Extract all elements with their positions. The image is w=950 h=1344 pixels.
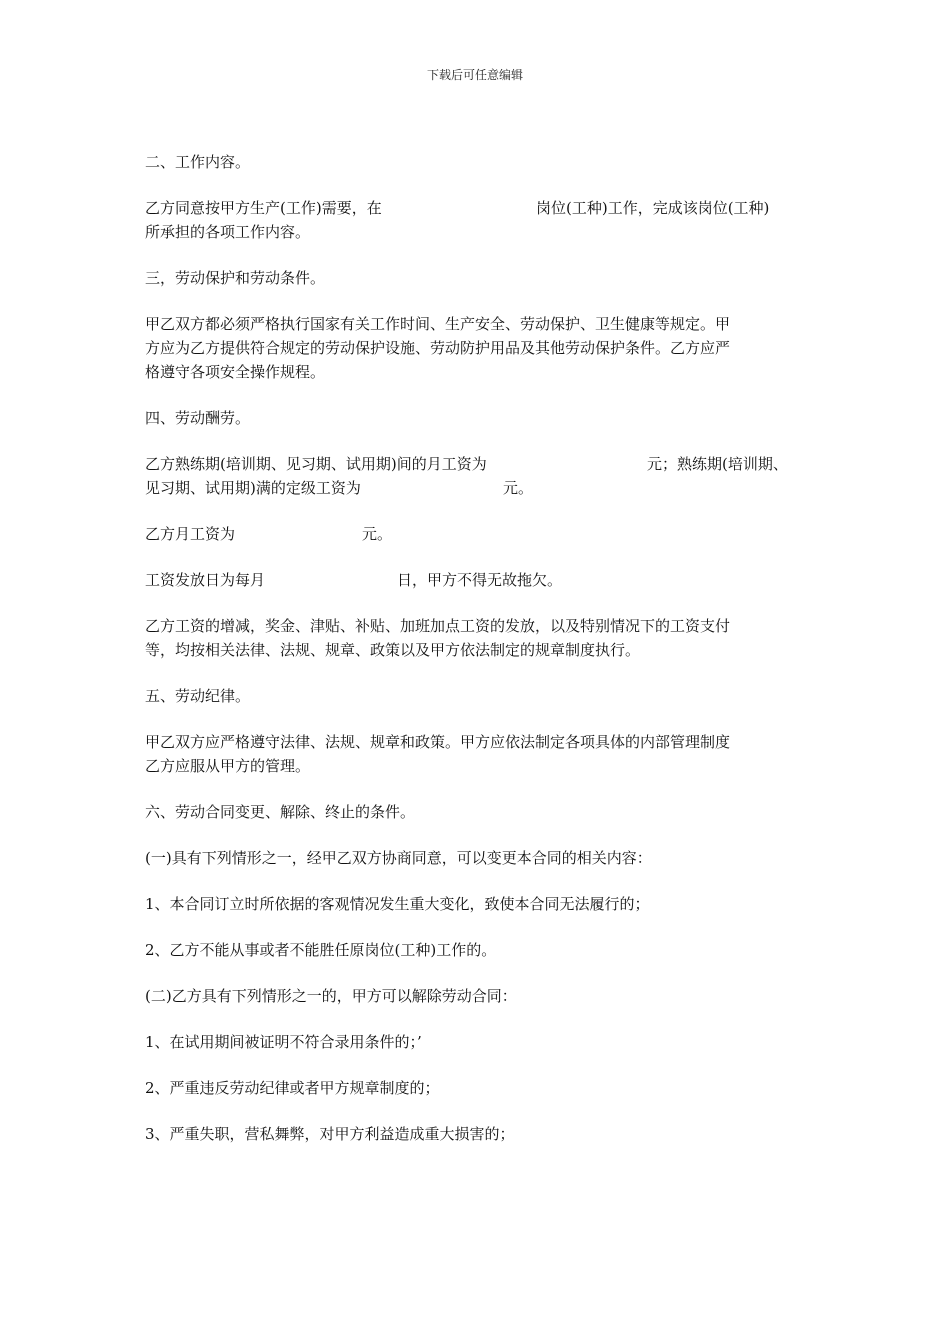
- paragraph-line: 方应为乙方提供符合规定的劳动保护设施、劳动防护用品及其他劳动保护条件。乙方应严: [145, 339, 731, 357]
- subsection-title: (二)乙方具有下列情形之一的，甲方可以解除劳动合同：: [145, 987, 517, 1005]
- paragraph-line: [145, 568, 810, 592]
- paragraph-line: 甲乙双方应严格遵守法律、法规、规章和政策。甲方应依法制定各项具体的内部管理制度: [145, 733, 731, 751]
- text-segment: 工资发放日为每月: [145, 571, 266, 589]
- list-item: 2、严重违反劳动纪律或者甲方规章制度的；: [145, 1079, 440, 1097]
- paragraph-line: [145, 522, 810, 546]
- paragraph-line: [145, 476, 810, 500]
- text-segment: 元；熟练期(培训期、: [647, 455, 788, 473]
- text-segment: 元。: [362, 525, 393, 543]
- paragraph-line: 甲乙双方都必须严格执行国家有关工作时间、生产安全、劳动保护、卫生健康等规定。甲: [145, 315, 731, 333]
- section-title: 六、劳动合同变更、解除、终止的条件。: [145, 803, 416, 821]
- paragraph-line: 乙方应服从甲方的管理。: [145, 757, 311, 775]
- section-title: 二、工作内容。: [145, 153, 251, 171]
- section-title: 五、劳动纪律。: [145, 687, 251, 705]
- paragraph-line: [145, 196, 810, 220]
- text-segment: 乙方熟练期(培训期、见习期、试用期)间的月工资为: [145, 455, 487, 473]
- section-title: 四、劳动酬劳。: [145, 409, 251, 427]
- text-segment: 日，甲方不得无故拖欠。: [397, 571, 563, 589]
- document-body: [145, 150, 810, 1146]
- list-item: 1、本合同订立时所依据的客观情况发生重大变化，致使本合同无法履行的；: [145, 895, 650, 913]
- list-item: 2、乙方不能从事或者不能胜任原岗位(工种)工作的。: [145, 941, 497, 959]
- paragraph-line: 所承担的各项工作内容。: [145, 223, 311, 241]
- text-segment: 岗位(工种)工作，完成该岗位(工种): [536, 199, 770, 217]
- page-header: 下载后可任意编辑: [426, 68, 523, 82]
- paragraph-line: 等，均按相关法律、法规、规章、政策以及甲方依法制定的规章制度执行。: [145, 641, 641, 659]
- list-item: 1、在试用期间被证明不符合录用条件的；’: [145, 1033, 422, 1051]
- text-segment: 乙方月工资为: [145, 525, 236, 543]
- paragraph-line: 乙方工资的增减，奖金、津贴、补贴、加班加点工资的发放，以及特别情况下的工资支付: [145, 617, 731, 635]
- text-segment: 元。: [503, 479, 534, 497]
- list-item: 3、严重失职，营私舞弊，对甲方利益造成重大损害的；: [145, 1125, 515, 1143]
- paragraph-line: 格遵守各项安全操作规程。: [145, 363, 326, 381]
- text-segment: 见习期、试用期)满的定级工资为: [145, 479, 361, 497]
- subsection-title: (一)具有下列情形之一，经甲乙双方协商同意，可以变更本合同的相关内容：: [145, 849, 652, 867]
- text-segment: 乙方同意按甲方生产(工作)需要，在: [145, 199, 382, 217]
- paragraph-line: [145, 452, 810, 476]
- section-title: 三，劳动保护和劳动条件。: [145, 269, 326, 287]
